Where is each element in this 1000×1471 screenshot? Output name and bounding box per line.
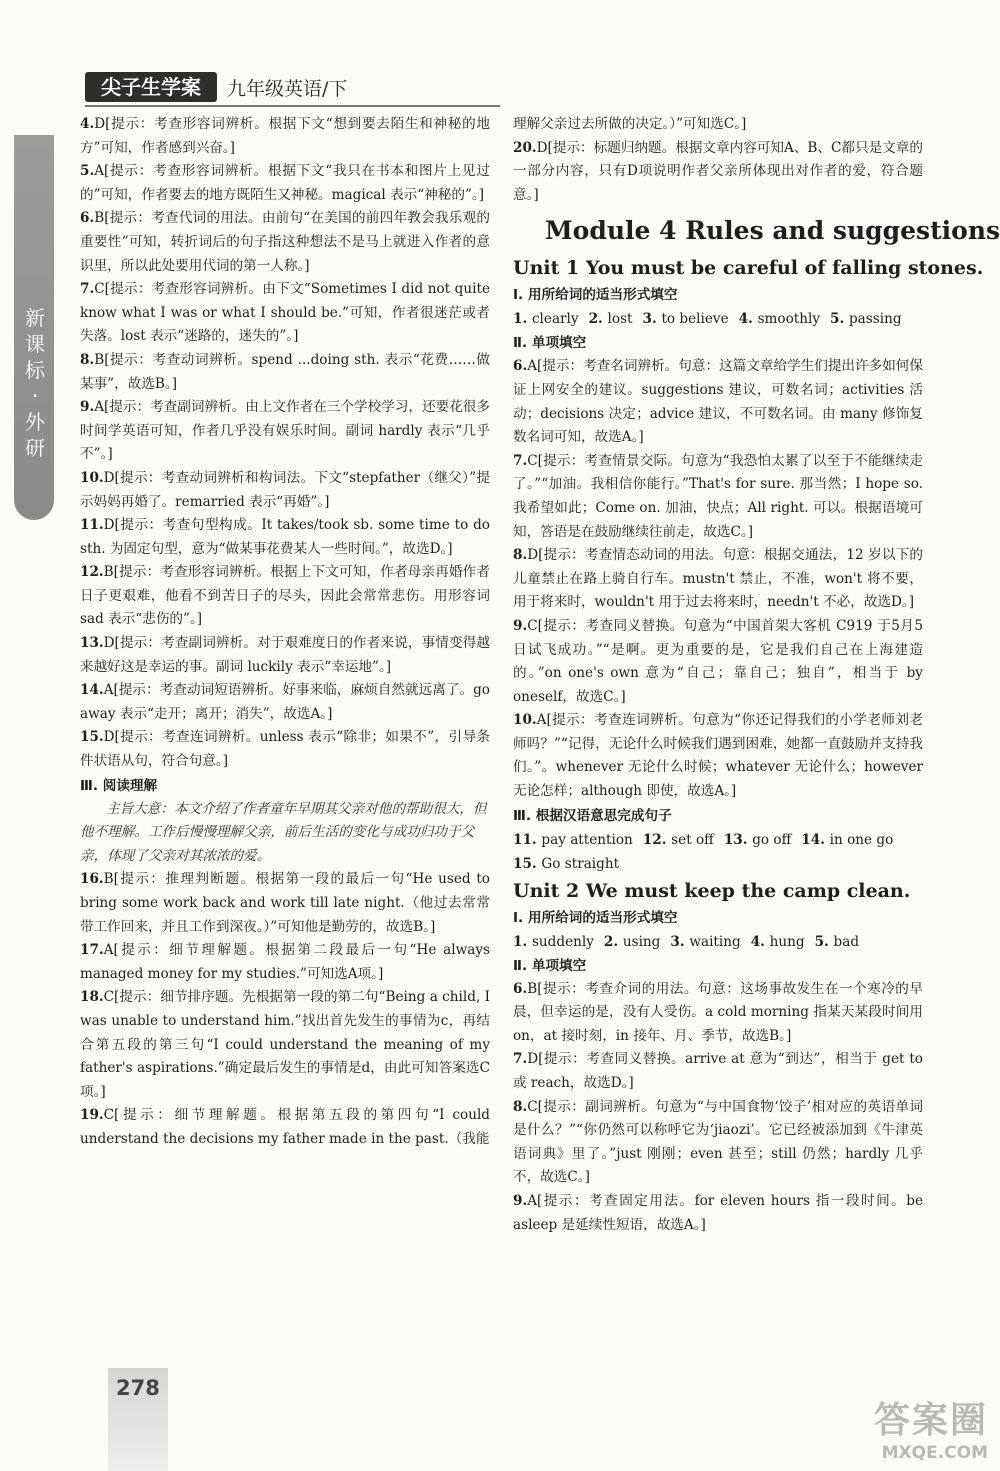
answer-text: D[提示：考查句型构成。It takes/took sb. some time to do sth. 为固定句型，意为“做某事花费某人一些时间。”，故选D。]: [80, 517, 490, 557]
answer-item: [513, 137, 923, 208]
answer-text: A[提示：考查形容词辨析。根据下文“我只在书本和图片上见过的”可知，作者要去的地方既陌生又神秘。magical 表示“神秘的”。]: [80, 163, 490, 203]
answer-text: go off: [752, 831, 792, 848]
answer-number: 10.: [80, 469, 104, 486]
answer-text: B[提示：推理判断题。根据第一段的最后一句“He used to bring some work back and work till late night.（他过去常常带工作回来，并且工作到深夜。）”可知他是勤劳的，故选B。]: [80, 871, 490, 935]
answer-number: 3.: [670, 933, 690, 950]
answer-text: C[提示：副词辨析。句意为“与中国食物‘饺子’相对应的英语单词是什么？”“你仍然可以称呼它为‘jiaozi’。它已经被添加到《牛津英语词典》里了。”just 刚刚；even 甚至；still 仍然；hardly 几乎不，故选C。]: [513, 1098, 923, 1186]
section-heading: Ⅲ. 阅读理解: [80, 777, 158, 794]
answer-text: Go straight: [541, 855, 620, 872]
unit1-section-2: Ⅱ. 单项填空: [513, 335, 587, 352]
answer-text: D[提示：考查同义替换。arrive at 意为“到达”，相当于 get to 或 reach，故选D。]: [513, 1051, 923, 1092]
answer-item: [513, 1048, 923, 1095]
answer-number: 5.: [80, 163, 95, 180]
side-char: 课: [25, 332, 45, 356]
answer-number: 11.: [80, 517, 104, 534]
answer-item: [80, 679, 490, 726]
answer-item: [80, 349, 490, 396]
answer-item: [80, 514, 490, 561]
answer-number: 13.: [723, 831, 753, 848]
fill-answer: [801, 832, 893, 848]
answer-item: [513, 709, 923, 803]
module-title: Module 4 Rules and suggestions: [545, 216, 1000, 246]
answer-item: [80, 160, 490, 207]
answer-text: A[提示：考查固定用法。for eleven hours 指一段时间。be asleep 是延续性短语，故选A。]: [513, 1193, 923, 1233]
side-char: 新: [25, 306, 45, 330]
unit1-translate-answers: [513, 828, 923, 852]
answer-text: pay attention: [541, 831, 633, 848]
answer-text: to believe: [661, 311, 729, 328]
passage-summary: 主旨大意：本文介绍了作者童年早期其父亲对他的帮助很大，但他不理解。工作后慢慢理解父亲，前后生活的变化与成功归功于父亲，体现了父亲对其浓浓的爱。: [80, 800, 487, 864]
answer-number: 1.: [513, 933, 532, 950]
answer-number: 3.: [642, 311, 662, 328]
answer-text: A[提示：考查连词辨析。句意为“你还记得我们的小学老师刘老师吗？”“记得，无论什么时候我们遇到困难，她都一直鼓励并支持我们。”。whenever 无论什么时候；whatever 无论什么；however 无论怎样；although 即使，故选A。]: [513, 712, 923, 800]
answer-number: 9.: [80, 399, 95, 416]
answer-item: [80, 868, 490, 939]
answer-number: 6.: [513, 358, 528, 375]
unit2-choice-answers: [513, 978, 923, 1238]
grade-subject: 九年级英语/下: [227, 78, 348, 100]
answer-item: [80, 396, 490, 467]
fill-answer: [724, 832, 791, 848]
answer-number: 6.: [80, 210, 95, 227]
fill-answer: [589, 311, 633, 327]
answer-number: 17.: [80, 942, 104, 959]
answer-number: 14.: [801, 831, 830, 848]
answer-text: C[提示：细节排序题。先根据第一段的第二句“Being a child, I was unable to understand him.”找出首先发生的事情为c，再结合第五段的第三句“I could understand the meaning of my father's aspirations.”确定最后发生的事情是d，由此可知答案选C项。]: [80, 989, 490, 1100]
answer-item: [80, 1104, 490, 1151]
answer-item: [80, 207, 490, 278]
answer-number: 9.: [513, 1193, 528, 1209]
answer-number: 4.: [750, 933, 770, 950]
answer-text: clearly: [531, 311, 579, 328]
answer-text: in one go: [829, 831, 894, 848]
answer-number: 15.: [80, 729, 104, 746]
fill-answer: [751, 934, 805, 950]
fill-answer: [513, 311, 579, 327]
answer-text: B[提示：考查代词的用法。由前句“在美国的前四年教会我乐观的重要性”可知，转折词后的句子指这种想法不是马上就进入作者的意识里，所以此处要用代词的第一人称。]: [80, 210, 490, 274]
answer-text: hung: [769, 933, 805, 950]
fill-answer: [513, 832, 633, 848]
side-char: 标: [25, 358, 45, 382]
fill-answer: [643, 832, 714, 848]
answer-text: B[提示：考查形容词辨析。根据上下文可知，作者母亲再婚作者日子更艰难，他看不到苦日子的尽头，因此会常常悲伤。用形容词 sad 表示“悲伤的”。]: [80, 564, 490, 628]
left-column: [80, 113, 490, 1152]
answer-number: 12.: [80, 564, 104, 581]
answer-number: 7.: [513, 452, 528, 469]
fill-answer: [815, 934, 859, 950]
answer-item: [80, 278, 490, 349]
answer-item: [513, 355, 923, 449]
fill-answer: [739, 311, 820, 327]
unit2-section-2: Ⅱ. 单项填空: [513, 957, 587, 974]
answer-text: set off: [671, 831, 714, 848]
answer-text: D[提示：考查动词辨析和构词法。下文“stepfather（继父）”提示妈妈再婚了。remarried 表示“再婚”。]: [80, 469, 490, 510]
answer-number: 8.: [513, 547, 528, 564]
answer-text: waiting: [689, 933, 741, 950]
answer-text: A[提示：考查名词辨析。句意：这篇文章给学生们提出许多如何保证上网安全的建议。suggestions 建议，可数名词；activities 活动；decisions 决定；advice 建议，不可数名词。由 many 修饰复数名词可知，故选A。]: [513, 358, 923, 446]
header-divider: [85, 105, 500, 107]
answer-number: 13.: [80, 635, 104, 652]
answer-number: 2.: [588, 311, 608, 328]
answer-number: 9.: [513, 617, 528, 634]
answer-text: C[提示：考查情景交际。句意为“我恐怕太累了以至于不能继续走了。”“加油。我相信你能行。”That's for sure. 那当然；I hope so. 我希望如此；Come on. 加油，快点；All right. 可以。根据语境可知，答语是在鼓励继续往前走，故选C。]: [513, 452, 923, 540]
answer-item: [80, 561, 490, 632]
answer-text: A[提示：考查副词辨析。由上文作者在三个学校学习，还要花很多时间学英语可知，作者几乎没有娱乐时间。副词 hardly 表示“几乎不”。]: [80, 399, 490, 463]
right-top-answers: [513, 113, 923, 207]
answer-number: 4.: [80, 116, 95, 132]
answer-number: 7.: [80, 281, 95, 298]
answer-item: [80, 986, 490, 1104]
answer-number: 2.: [603, 933, 623, 950]
fill-answer: [670, 934, 740, 950]
fill-answer: [604, 934, 660, 950]
right-column: [513, 113, 1000, 1237]
unit2-fill-answers: [513, 930, 923, 954]
side-label: [25, 305, 45, 461]
unit1-fill-answers: [513, 307, 923, 331]
answer-text: B[提示：考查动词辨析。spend ...doing sth. 表示“花费……做某事”，故选B。]: [80, 351, 490, 392]
answer-number: 19.: [80, 1107, 104, 1124]
answer-number: 7.: [513, 1051, 528, 1068]
unit1-translate-answers-2: [513, 852, 923, 876]
answer-item: [80, 113, 490, 160]
answer-text: D[提示：考查形容词辨析。根据下文“想到要去陌生和神秘的地方”可知，作者感到兴奋。]: [80, 116, 490, 156]
answer-text: D[提示：考查副词辨析。对于艰难度日的作者来说，事情变得越来越好这是幸运的事。副词 luckily 表示“幸运地”。]: [80, 635, 490, 675]
unit1-title: Unit 1 You must be careful of falling stones.: [513, 257, 984, 280]
answer-text: D[提示：考查情态动词的用法。句意：根据交通法，12 岁以下的儿童禁止在路上骑自行车。mustn't 禁止，不准，won't 将不要，用于将来时，wouldn't 用于过去将来时，needn't 不必，故选D。]: [513, 547, 923, 611]
answer-number: 5.: [830, 311, 849, 328]
unit2-title: Unit 2 We must keep the camp clean.: [513, 879, 911, 902]
answer-continuation: 理解父亲过去所做的决定。）”可知选C。]: [513, 116, 747, 132]
fill-answer: [643, 311, 729, 327]
side-char: 外: [25, 410, 45, 434]
answer-number: 15.: [513, 855, 542, 872]
answer-item: [513, 1096, 923, 1190]
fill-answer: [513, 934, 594, 950]
answer-text: lost: [607, 311, 633, 328]
answer-text: D[提示：考查连词辨析。unless 表示“除非；如果不”，引导条件状语从句，符合句意。]: [80, 729, 490, 770]
answer-text: C[提示：考查形容词辨析。由下文“Sometimes I did not quite know what I was or what I should be.”可知，作者很迷茫或者失落。lost 表示“迷路的，迷失的”。]: [80, 281, 490, 345]
fill-answer: [830, 311, 902, 327]
answer-item: [513, 544, 923, 615]
answer-item: [513, 450, 923, 544]
answer-text: suddenly: [531, 933, 594, 950]
unit1-choice-answers: [513, 355, 923, 803]
answer-number: 5.: [814, 933, 834, 950]
book-logo: 尖子生学案: [85, 72, 217, 102]
answer-number: 14.: [80, 682, 104, 699]
answer-item: [80, 939, 490, 986]
side-char: ·: [31, 384, 39, 408]
fill-answer: [513, 856, 619, 872]
answer-number: 10.: [513, 712, 537, 729]
answer-text: A[提示：考查动词短语辨析。好事来临，麻烦自然就远离了。go away 表示“走开；离开；消失”，故选A。]: [80, 682, 490, 722]
answer-item: [513, 1190, 923, 1237]
answer-item: [80, 632, 490, 679]
answer-number: 1.: [513, 311, 532, 328]
answer-number: 18.: [80, 989, 104, 1006]
unit1-section-1: Ⅰ. 用所给词的适当形式填空: [513, 287, 678, 304]
unit1-section-3: Ⅲ. 根据汉语意思完成句子: [513, 807, 672, 824]
answer-text: bad: [833, 933, 860, 950]
answer-item: [513, 615, 923, 709]
answer-text: C[提示：细节理解题。根据第五段的第四句“I could understand the decisions my father made in the past.（我能: [80, 1107, 490, 1147]
side-char: 研: [25, 436, 45, 460]
watermark-logo: 答案圈: [873, 1400, 988, 1441]
watermark: [874, 1392, 988, 1463]
answer-number: 8.: [513, 1098, 528, 1115]
answer-number: 6.: [513, 980, 528, 997]
answer-text: smoothly: [757, 311, 821, 328]
answer-number: 16.: [80, 871, 104, 888]
answer-number: 11.: [513, 831, 542, 848]
answer-text: passing: [848, 311, 902, 328]
page-number: 278: [116, 1376, 160, 1400]
answer-text: A[提示：细节理解题。根据第二段最后一句“He always managed money for my studies.”可知选A项。]: [80, 942, 490, 982]
answer-text: B[提示：考查介词的用法。句意：这场事故发生在一个寒冷的早晨，但幸运的是，没有人受伤。a cold morning 指某天某段时间用 on，at 接时刻，in 接年、月、季节，故选B。]: [513, 980, 923, 1044]
answer-item: [513, 978, 923, 1049]
answer-number: 8.: [80, 351, 95, 368]
answer-number: 20.: [513, 139, 537, 156]
unit2-section-1: Ⅰ. 用所给词的适当形式填空: [513, 909, 678, 926]
answer-item: [80, 726, 490, 773]
answer-number: 12.: [642, 831, 672, 848]
answer-text: D[提示：标题归纳题。根据文章内容可知A、B、C都只是文章的一部分内容，只有D项说明作者父亲所体现出对作者的爱，符合题意。]: [513, 139, 923, 203]
watermark-url: MXQE.COM: [881, 1443, 988, 1463]
answer-text: C[提示：考查同义替换。句意为“中国首架大客机 C919 于5月5日试飞成功。”“是啊。更为重要的是，它是我们自己在上海建造的。”on one's own 意为“自己；靠自己；独自”，相当于 by oneself，故选C。]: [513, 617, 923, 705]
answer-text: using: [622, 933, 661, 950]
answer-number: 4.: [738, 311, 758, 328]
answer-item: [80, 467, 490, 514]
